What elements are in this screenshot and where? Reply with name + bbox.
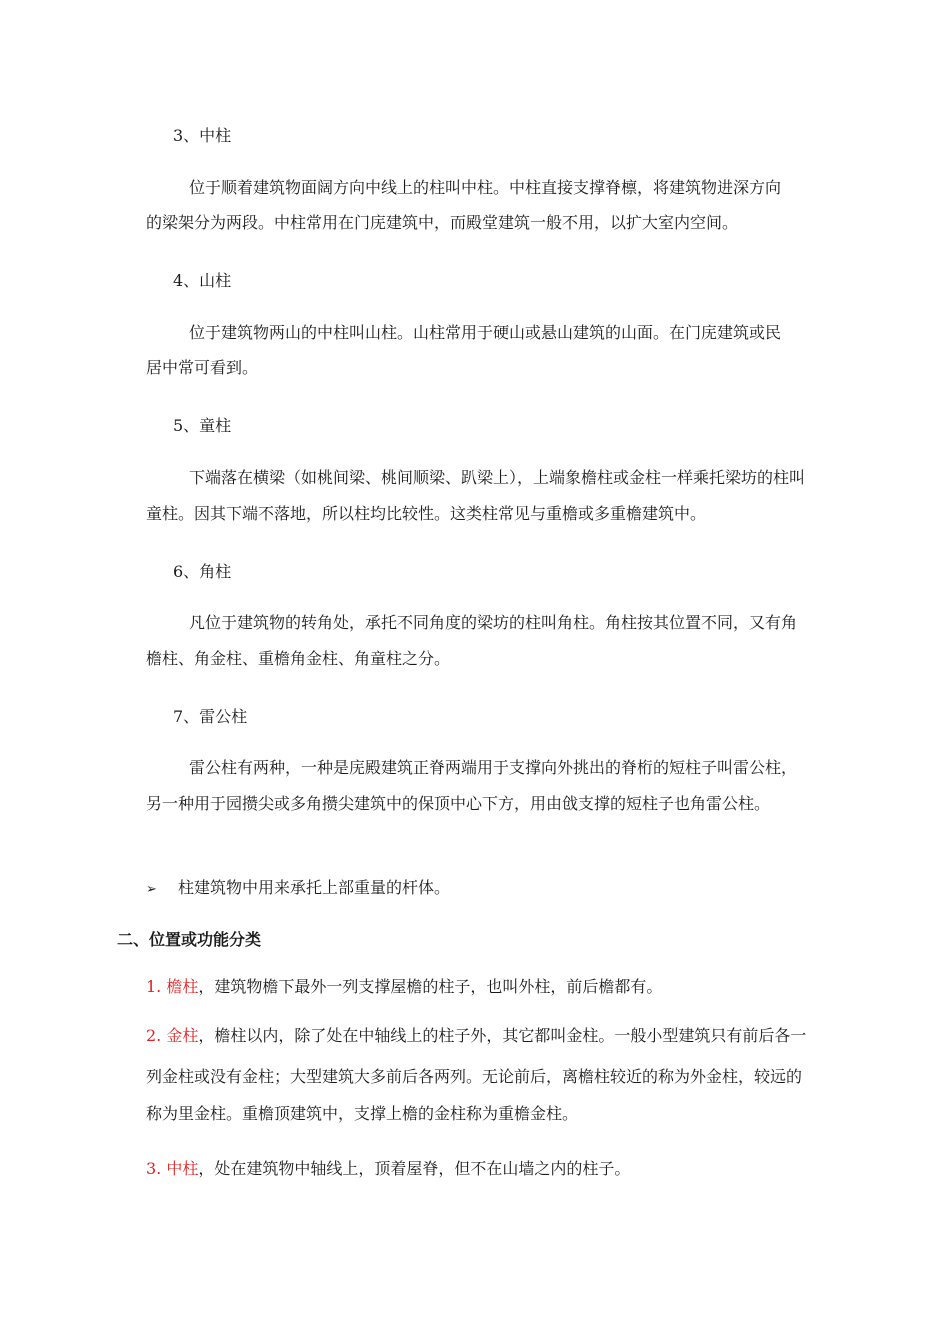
class-term: 2. 金柱 xyxy=(146,1026,199,1045)
item-paragraph-line: 檐柱、角金柱、重檐角金柱、角童柱之分。 xyxy=(146,649,451,668)
class-term: 3. 中柱 xyxy=(146,1159,199,1178)
item-paragraph-line: 童柱。因其下端不落地，所以柱均比较性。这类柱常见与重檐或多重檐建筑中。 xyxy=(146,504,707,523)
class-description: ，处在建筑物中轴线上，顶着屋脊，但不在山墙之内的柱子。 xyxy=(198,1159,631,1178)
item-paragraph-line: 下端落在横梁（如桃间梁、桃间顺梁、趴梁上），上端象檐柱或金柱一样乘托梁坊的柱叫 xyxy=(189,468,806,487)
bullet-text: 柱建筑物中用来承托上部重量的杆体。 xyxy=(178,878,451,897)
item-paragraph-line: 凡位于建筑物的转角处，承托不同角度的梁坊的柱叫角柱。角柱按其位置不同，又有角 xyxy=(189,613,798,632)
item-paragraph-line: 雷公柱有两种，一种是庑殿建筑正脊两端用于支撑向外挑出的脊桁的短柱子叫雷公柱， xyxy=(189,758,798,777)
class-entry-line xyxy=(146,1158,630,1180)
item-heading: 7、雷公柱 xyxy=(173,707,248,726)
class-description: ，建筑物檐下最外一列支撑屋檐的柱子，也叫外柱，前后檐都有。 xyxy=(198,977,663,996)
section-title: 二、位置或功能分类 xyxy=(117,930,262,949)
class-entry-line xyxy=(146,1025,806,1047)
item-paragraph-line: 位于顺着建筑物面阔方向中线上的柱叫中柱。中柱直接支撑脊檩，将建筑物进深方向 xyxy=(189,178,782,197)
item-paragraph-line: 另一种用于园攒尖或多角攒尖建筑中的保顶中心下方，用由戗支撑的短柱子也角雷公柱。 xyxy=(146,794,771,813)
arrow-bullet-icon: ➢ xyxy=(146,882,157,897)
item-heading: 3、中柱 xyxy=(173,126,232,145)
class-entry-line: 列金柱或没有金柱；大型建筑大多前后各两列。无论前后，离檐柱较近的称为外金柱，较远的 xyxy=(146,1067,803,1086)
class-entry-line xyxy=(146,976,662,998)
bullet-item xyxy=(146,877,450,901)
item-heading: 6、角柱 xyxy=(173,562,232,581)
class-description: ，檐柱以内，除了处在中轴线上的柱子外，其它都叫金柱。一般小型建筑只有前后各一 xyxy=(198,1026,807,1045)
item-paragraph-line: 居中常可看到。 xyxy=(146,358,259,377)
item-paragraph-line: 的梁架分为两段。中柱常用在门庑建筑中，而殿堂建筑一般不用，以扩大室内空间。 xyxy=(146,213,739,232)
item-heading: 4、山柱 xyxy=(173,271,232,290)
class-entry-line: 称为里金柱。重檐顶建筑中，支撑上檐的金柱称为重檐金柱。 xyxy=(146,1104,579,1123)
class-term: 1. 檐柱 xyxy=(146,977,199,996)
item-heading: 5、童柱 xyxy=(173,416,232,435)
item-paragraph-line: 位于建筑物两山的中柱叫山柱。山柱常用于硬山或悬山建筑的山面。在门庑建筑或民 xyxy=(189,323,782,342)
